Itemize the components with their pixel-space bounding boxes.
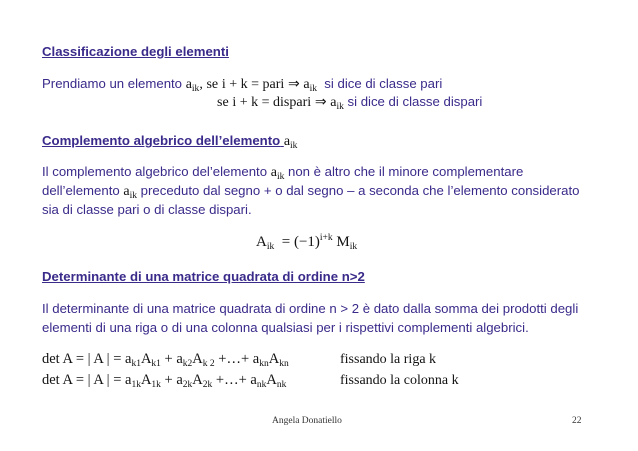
row-term-n: $a_{kn}A_{kn}$ <box>252 351 289 369</box>
implies-icon-2: ⇒ <box>314 95 327 110</box>
complemento-line3: sia di classe pari o di classe dispari. <box>42 202 252 217</box>
se-label-1: se <box>206 77 219 92</box>
heading-determinante: Determinante di una matrice quadrata di ordine n>2 <box>42 269 365 284</box>
col-term-1: $a_{1k}A_{1k}$ <box>125 372 161 390</box>
element-aik-2: $a_{ik}$ <box>303 77 317 94</box>
col-term-n: $a_{nk}A_{nk}$ <box>250 372 287 390</box>
row-term-1: $a_{k1}A_{k1}$ <box>125 351 161 369</box>
footer-author: Angela Donatiello <box>272 416 342 426</box>
element-aik: $a_{ik}$ <box>185 77 200 94</box>
heading-classificazione: Classificazione degli elementi <box>42 44 229 59</box>
dispari-text: si dice di classe dispari <box>347 94 483 109</box>
col-term-2: $a_{2k}A_{2k}$ <box>176 372 213 390</box>
row-term-2: $a_{k2}A_{k 2}$ <box>176 351 215 369</box>
det-formula-col: det A = | A | = $a_{1k}A_{1k} + a_{2k}A_{2k}$ +…+ $a_{nk}A_{nk}$ <box>42 372 287 390</box>
determinante-line2: elementi di una riga o di una colonna qualsiasi per i rispettivi complementi algebrici. <box>42 320 529 335</box>
heading-aik: $a_{ik}$ <box>283 134 298 151</box>
implies-icon: ⇒ <box>287 77 300 92</box>
condition-dispari: i + k = dispari <box>232 95 312 110</box>
intro-text: Prendiamo un elemento <box>42 76 183 91</box>
page-number: 22 <box>572 416 582 426</box>
classificazione-line1: Prendiamo un elemento $a_{ik}$, se i + k = pari ⇒ $a_{ik}$ si dice di classe pari <box>42 76 443 94</box>
heading-complemento-row <box>42 132 297 150</box>
determinante-line1: Il determinante di una matrice quadrata di ordine n > 2 è dato dalla somma dei prodotti degli <box>42 301 579 316</box>
complemento-line2: dell’elemento $a_{ik}$ preceduto dal segno + o dal segno – a seconda che l’elemento considerato <box>42 183 580 201</box>
heading-complemento: Complemento algebrico dell’elemento <box>42 133 281 148</box>
element-aik-3: $a_{ik}$ <box>330 95 344 112</box>
element-aik-4: $a_{ik}$ <box>270 165 285 182</box>
fix-col-text: fissando la colonna k <box>340 373 459 388</box>
pari-text: si dice di classe pari <box>324 76 443 91</box>
classificazione-line2 <box>217 94 482 111</box>
fix-row-text: fissando la riga k <box>340 352 437 367</box>
se-label-2: se <box>217 95 229 110</box>
complemento-line1: Il complemento algebrico del’elemento $a_{ik}$ non è altro che il minore complementare <box>42 164 524 182</box>
condition-pari: i + k = pari <box>221 77 285 92</box>
formula-complemento: $A_{ik} = (-1)^{i+k}$ $M_{ik}$ <box>256 233 358 252</box>
element-aik-5: $a_{ik}$ <box>123 184 137 201</box>
det-formula-row: det A = | A | = $a_{k1}A_{k1} + a_{k2}A_{k 2}$ +…+ $a_{kn}A_{kn}$ <box>42 351 289 369</box>
